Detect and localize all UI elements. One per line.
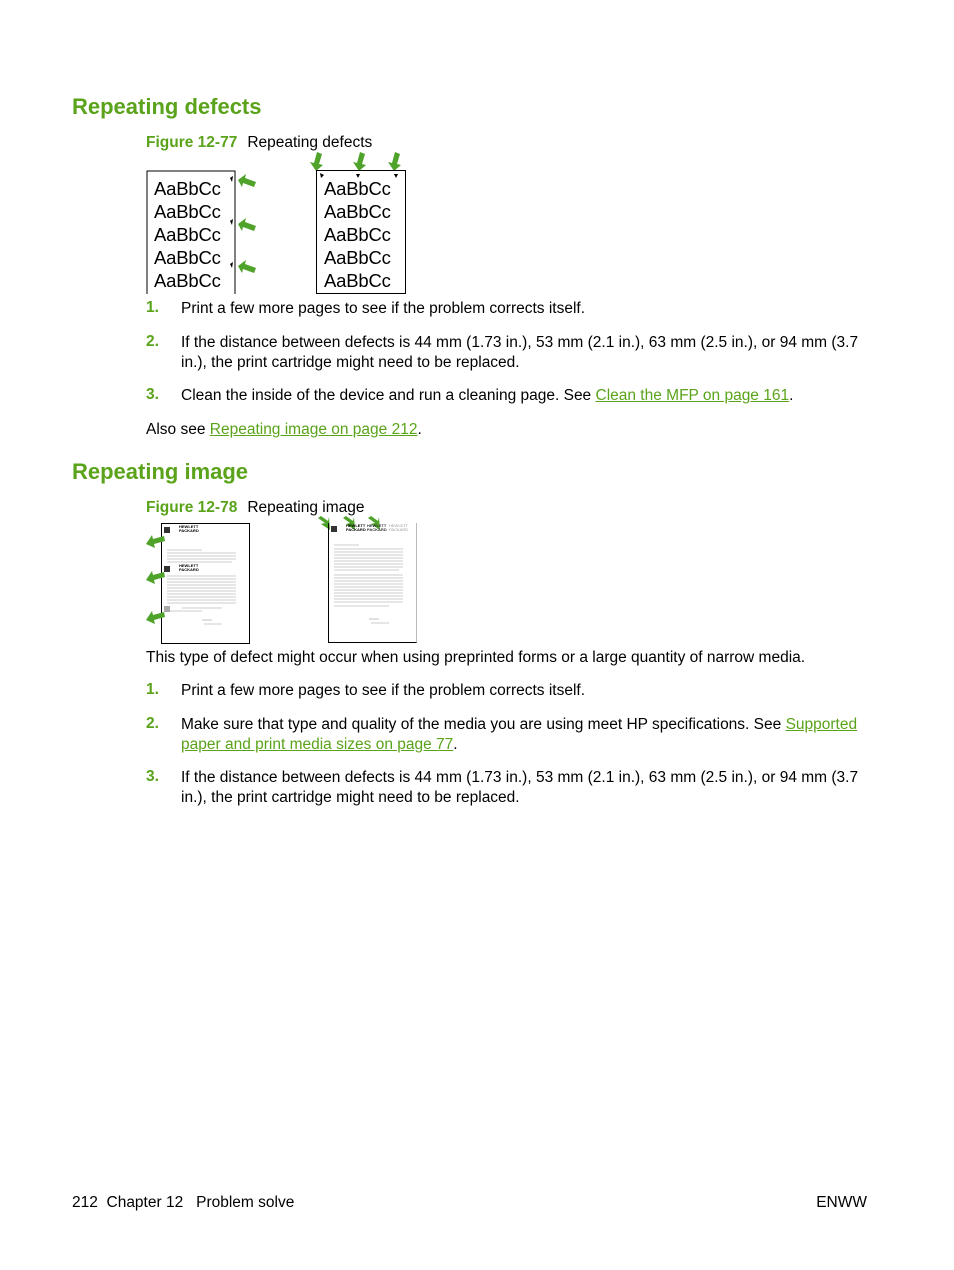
list-item — [146, 333, 868, 386]
letter-body-lines — [162, 524, 249, 643]
sample-line: AaBbCc — [154, 224, 221, 245]
letterhead: HEWLETT PACKARD — [179, 563, 199, 572]
step-list-repeating-image — [146, 681, 868, 808]
step-list-repeating-defects — [146, 299, 868, 440]
sample-line: AaBbCc — [154, 178, 221, 199]
sample-line: AaBbCc — [154, 270, 221, 291]
arrow-icons-left-letter — [145, 530, 167, 630]
letterhead: HEWLETT PACKARD — [389, 523, 409, 532]
figure-title: Repeating image — [247, 499, 365, 516]
section-heading-repeating-image: Repeating image — [72, 459, 249, 484]
page-number: 212 — [72, 1194, 98, 1211]
figure-number: Figure 12-77 — [146, 134, 238, 151]
sample-line: AaBbCc — [324, 247, 391, 268]
page-footer-left — [72, 1194, 294, 1212]
step-number: 1. — [146, 299, 159, 316]
sample-line: AaBbCc — [324, 178, 391, 199]
page-footer-right: ENWW — [816, 1194, 867, 1211]
figure-number: Figure 12-78 — [146, 499, 238, 516]
also-see-text: Also see Repeating image on page 212. — [146, 421, 422, 438]
step-number: 3. — [146, 768, 159, 785]
defect-marks — [146, 170, 236, 294]
supported-paper-link[interactable]: Supported paper and print media sizes on page 77 — [181, 716, 858, 753]
chapter-label: Chapter 12 — [106, 1194, 184, 1211]
letter-body-lines — [329, 523, 416, 642]
letterhead: HEWLETT PACKARD — [367, 523, 387, 532]
repeating-image-link[interactable]: Repeating image on page 212 — [209, 421, 418, 438]
repeating-image-page-left — [161, 523, 250, 644]
defect-sample-page-left — [146, 170, 236, 294]
sample-line: AaBbCc — [154, 247, 221, 268]
step-text: Clean the inside of the device and run a cleaning page. See Clean the MFP on page 161. — [181, 387, 794, 404]
figure-title: Repeating defects — [247, 134, 373, 151]
sample-line: AaBbCc — [324, 270, 391, 291]
step-number: 3. — [146, 386, 159, 403]
step-number: 1. — [146, 681, 159, 698]
letterhead: HEWLETT PACKARD — [346, 523, 366, 532]
chapter-title: Problem solve — [196, 1194, 295, 1211]
letterhead: HEWLETT PACKARD — [179, 524, 199, 533]
step-text: Print a few more pages to see if the problem corrects itself. — [181, 682, 586, 699]
section-heading-repeating-defects: Repeating defects — [72, 94, 262, 119]
step-number: 2. — [146, 333, 159, 350]
step-text: If the distance between defects is 44 mm (1.73 in.), 53 mm (2.1 in.), 63 mm (2.5 in.), or 94 mm (3.7 in.), the print cartridge might need to be replaced. — [181, 769, 859, 806]
list-item — [146, 768, 868, 808]
list-item — [146, 715, 868, 768]
step-text: If the distance between defects is 44 mm (1.73 in.), 53 mm (2.1 in.), 63 mm (2.5 in.), or 94 mm (3.7 in.), the print cartridge might need to be replaced. — [181, 334, 859, 371]
figure-caption-12-78 — [146, 499, 365, 517]
sample-line: AaBbCc — [324, 224, 391, 245]
arrow-icons-left-figure — [236, 170, 260, 280]
clean-mfp-link[interactable]: Clean the MFP on page 161 — [595, 387, 790, 404]
defect-sample-page-right — [316, 170, 406, 294]
list-item — [146, 386, 868, 420]
sample-line: AaBbCc — [324, 201, 391, 222]
sample-line: AaBbCc — [154, 201, 221, 222]
figure-caption-12-77 — [146, 134, 372, 152]
repeating-image-page-right — [328, 523, 417, 643]
list-item — [146, 299, 868, 333]
step-text: Print a few more pages to see if the problem corrects itself. — [181, 300, 586, 317]
repeating-image-intro: This type of defect might occur when using preprinted forms or a large quantity of narrow media. — [146, 649, 806, 666]
list-item — [146, 681, 868, 715]
step-text: Make sure that type and quality of the media you are using meet HP specifications. See Supported paper and print media sizes on page 77. — [181, 716, 858, 753]
step-number: 2. — [146, 715, 159, 732]
